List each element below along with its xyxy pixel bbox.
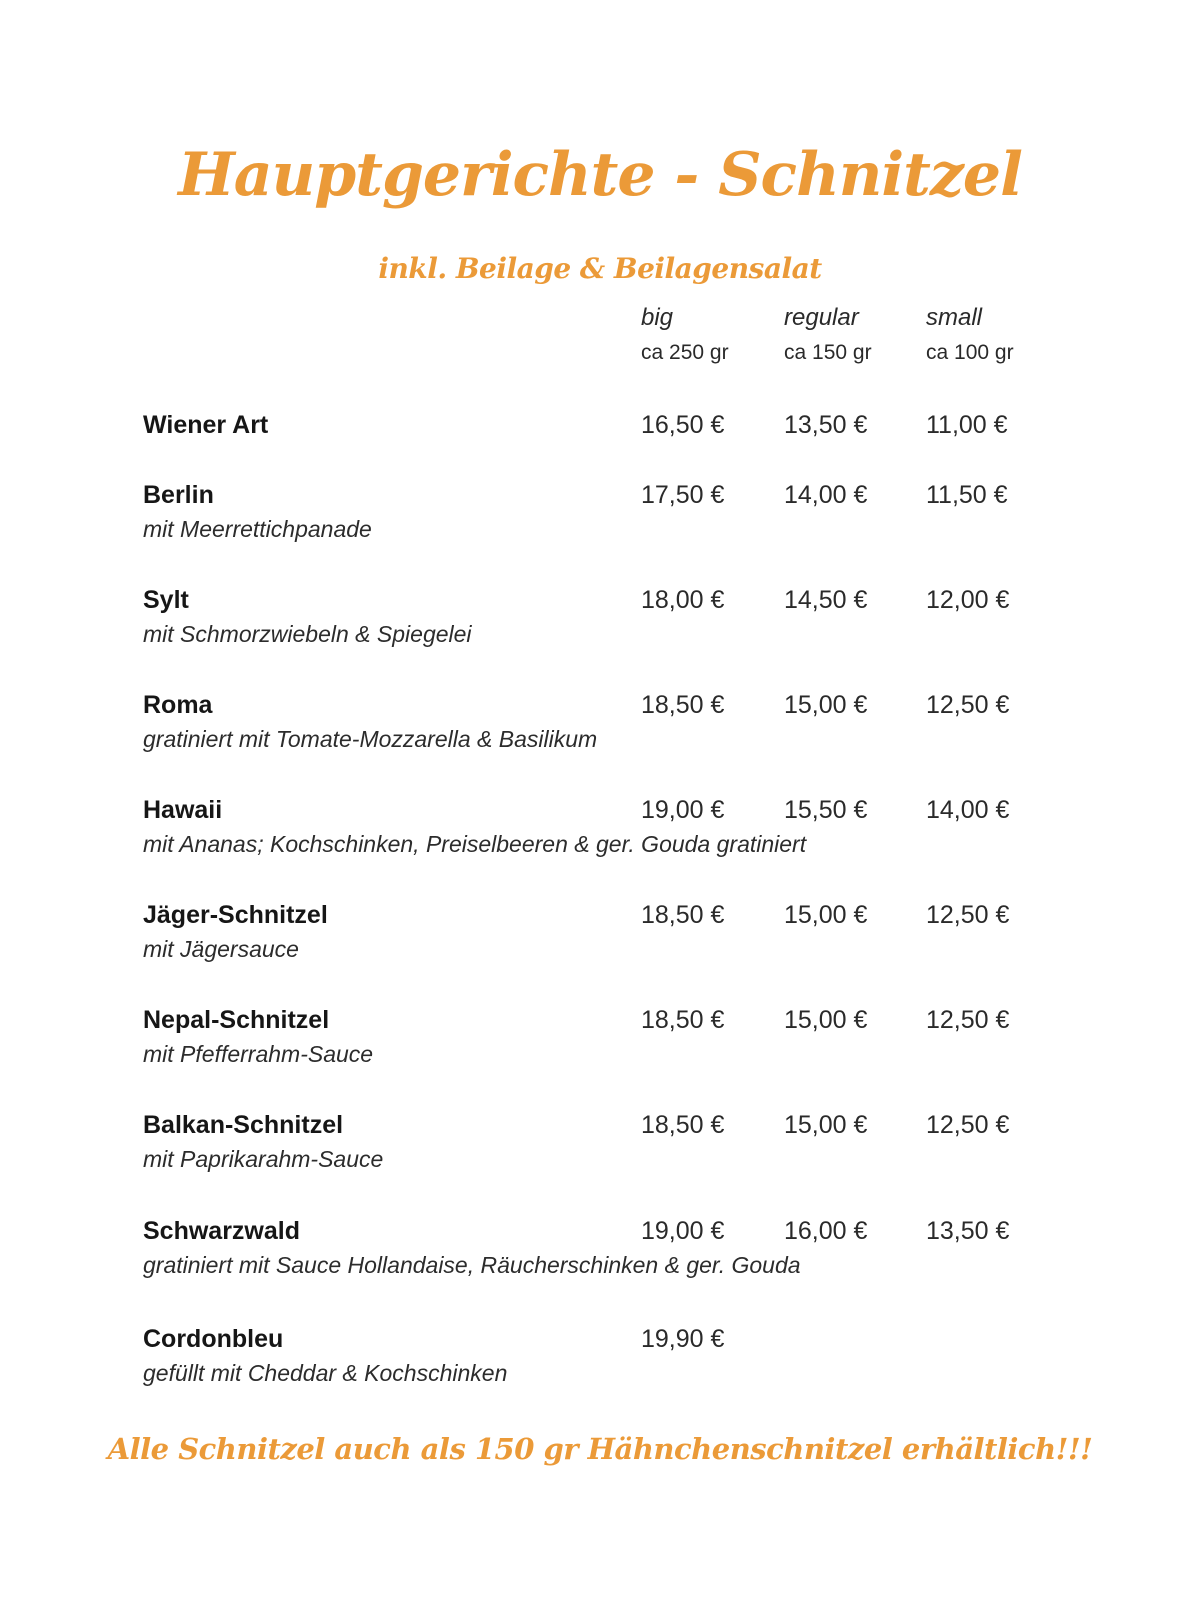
item-description: mit Schmorzwiebeln & Spiegelei [143,621,472,647]
price-regular: 15,50 € [784,796,868,824]
column-weight-label: ca 150 gr [784,341,872,364]
column-header-small [926,304,1014,366]
menu-item [143,785,1073,875]
price-regular: 15,00 € [784,1006,868,1034]
menu-item [143,1206,1073,1296]
column-size-label: big [641,304,674,331]
price-small: 12,50 € [926,1111,1010,1139]
item-name: Wiener Art [143,411,269,439]
price-regular: 15,00 € [784,691,868,719]
menu-item [143,575,1073,665]
item-name: Balkan-Schnitzel [143,1111,344,1139]
item-name: Nepal-Schnitzel [143,1006,330,1034]
price-big: 18,50 € [641,1111,725,1139]
price-small: 12,50 € [926,691,1010,719]
price-big: 18,50 € [641,691,725,719]
menu-item [143,1100,1073,1190]
price-big: 19,00 € [641,796,725,824]
price-big: 18,50 € [641,901,725,929]
price-regular: 15,00 € [784,1111,868,1139]
price-big: 17,50 € [641,481,725,509]
item-description: gratiniert mit Sauce Hollandaise, Räucherschinken & ger. Gouda [143,1252,801,1278]
price-regular: 15,00 € [784,901,868,929]
menu-item [143,1314,1073,1404]
page-title: Hauptgerichte - Schnitzel [178,140,1022,210]
menu-item [143,680,1073,770]
column-size-label: regular [784,304,859,331]
price-small: 12,50 € [926,901,1010,929]
price-regular: 14,00 € [784,481,868,509]
item-name: Hawaii [143,796,223,824]
price-small: 12,00 € [926,586,1010,614]
item-description: gratiniert mit Tomate-Mozzarella & Basilikum [143,726,598,752]
price-small: 14,00 € [926,796,1010,824]
column-header-regular [784,304,872,366]
item-description: mit Jägersauce [143,936,299,962]
price-big: 19,00 € [641,1217,725,1245]
price-small: 12,50 € [926,1006,1010,1034]
price-regular: 13,50 € [784,411,868,439]
item-description: mit Ananas; Kochschinken, Preiselbeeren & ger. Gouda gratiniert [143,831,807,857]
price-regular: 16,00 € [784,1217,868,1245]
column-size-label: small [926,304,983,331]
item-description: gefüllt mit Cheddar & Kochschinken [143,1360,508,1386]
price-small: 13,50 € [926,1217,1010,1245]
price-small: 11,00 € [926,411,1008,439]
page-subtitle: inkl. Beilage & Beilagensalat [378,252,822,285]
price-regular: 14,50 € [784,586,868,614]
item-description: mit Meerrettichpanade [143,516,372,542]
item-name: Cordonbleu [143,1325,284,1353]
price-big: 16,50 € [641,411,725,439]
price-big: 19,90 € [641,1325,725,1353]
menu-item [143,890,1073,980]
item-name: Sylt [143,586,189,614]
item-description: mit Paprikarahm-Sauce [143,1146,384,1172]
price-big: 18,50 € [641,1006,725,1034]
menu-item [143,995,1073,1085]
item-description: mit Pfefferrahm-Sauce [143,1041,374,1067]
column-header-big [641,304,729,366]
price-big: 18,00 € [641,586,725,614]
menu-item [143,470,1073,560]
item-name: Roma [143,691,213,719]
item-name: Schwarzwald [143,1217,300,1245]
item-name: Berlin [143,481,214,509]
column-weight-label: ca 250 gr [641,341,729,364]
footer-note: Alle Schnitzel auch als 150 gr Hähnchenschnitzel erhältlich!!! [107,1432,1093,1466]
column-weight-label: ca 100 gr [926,341,1014,364]
item-name: Jäger-Schnitzel [143,901,328,929]
price-small: 11,50 € [926,481,1008,509]
